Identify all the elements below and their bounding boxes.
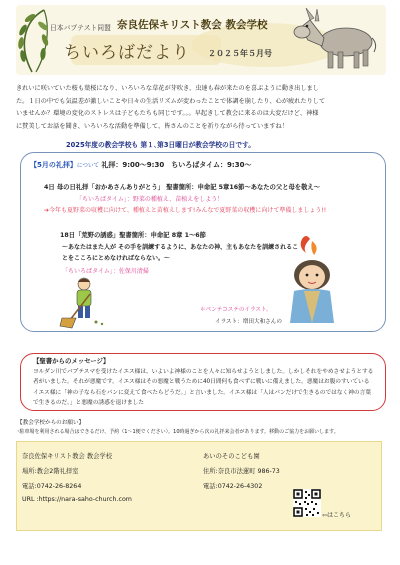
footer-kindergarten-phone: 電話:0742-26-4302 [203, 483, 263, 490]
schedule-note: 2025年度の教会学校も 第１､第3日曜日が教会学校の日です。 [66, 141, 255, 149]
intro-paragraph [16, 83, 388, 133]
donkey-icon [288, 8, 380, 74]
denomination-label: 日本バプテスト同盟 [50, 24, 111, 32]
footer-phone: 電話:0742-26-8264 [22, 483, 82, 490]
intro-line: きれいに咲いていた桜も葉桜になり、いろいろな草花が芽吹き、虫達も春が来たのを喜ぶように動き出しまし [16, 85, 319, 92]
qr-code-icon[interactable] [293, 489, 321, 517]
intro-line: に賛美してお話を聞き、いろいろな活動を準備して、皆さんのことを祈りながら待っていますね！ [16, 122, 288, 130]
qr-caption [322, 510, 351, 519]
mothers-day-service: 4日 母の日礼拝「おかあさんありがとう」 聖書箇所：申命記 5章16節～あなたの父と母を敬え～ [44, 184, 320, 191]
notice-heading: 【教会学校からのお願い】 [17, 420, 85, 426]
may-label-suffix: について [76, 163, 100, 169]
qr-arrow-icon: ⇦ [322, 512, 328, 519]
chiiroba-time-cleaning: 「ちいろばタイム」：佐保川清掃 [62, 268, 149, 275]
footer-church-name: 奈良佐保キリスト教会 教会学校 [22, 453, 113, 460]
bible-message-heading: 【聖書からのメッセージ】 [33, 357, 110, 365]
wilderness-service: 18日「荒野の誘惑」聖書箇所：申命記 8章 1～6節 [60, 232, 206, 239]
intro-line: いませんか？環境の変化のストレスは子どもたちも同じです。。。早起きして教会に来るのは大変だけど、神様 [16, 110, 319, 117]
wilderness-scripture: ～あなたはまた人が その手を訓練するように、あなたの神、主もあなたを訓練されることをこころにとめなければならない。～ [62, 244, 299, 262]
footer-url[interactable]: URL :https://nara-saho-church.com [22, 496, 132, 503]
church-name: 奈良佐保キリスト教会 教会学校 [117, 19, 268, 31]
pentecost-caption: ＊ペンテコステのイラスト。 [200, 307, 272, 313]
pentecost-illustration [274, 235, 352, 325]
qr-caption-text: はこちら [327, 512, 352, 519]
illustrator-credit: イラスト：増田大和さんの [215, 319, 282, 325]
chiiroba-time-planting: 「ちいろばタイム」：野菜の種植え、苗植えをしよう！ [76, 196, 224, 203]
newsletter-title: ちいろばだより [64, 43, 190, 63]
issue-date: ２０２５年５月号 [208, 49, 272, 58]
may-label: 【5月の礼拝】 [30, 161, 77, 169]
may-worship-header [30, 160, 251, 170]
notice-text: ･駐車場を利用される場合はできるだけ、予約（1～1便でください）。10時過ぎから次の礼拝来会者があります。移動のご協力をお願いします。 [17, 429, 339, 435]
intro-line: た。１日の中でも気温差が激しいことや日々の生活リズムが変わったことで体調を崩したり、心が疲れたりして [16, 97, 326, 105]
leaf-wreath-icon [14, 6, 56, 76]
worship-times: 礼拝：9:00～9:30 ちいろばタイム：9:30～ [101, 161, 252, 169]
footer-kindergarten-name: あいのそのこども園 [203, 453, 260, 460]
planting-note: ➔今年も夏野菜の収穫に向けて、種植えと苗植えします!みんなで夏野菜の収穫に向けて準備しましょう!! [44, 207, 327, 214]
footer-kindergarten-address: 住所:奈良市法蓮町 986-73 [203, 468, 280, 475]
bible-message-body: ヨルダン川でバプテスマを受けたイエス様は、いよいよ神様のことを人々に知らせようとしました。しかしそれをやめさせようとする者がいました。それが悪魔です。イエス様はその悪魔と戦うために40日間何も食べずに戦いに備えました。悪魔はお腹のすいているイエス様に「神の子なら石をパンに変えて食べたらどうだ。」と言いました。イエス様は「人はパンだけで生きるのではなく神の言葉で生きるのだ。」と悪魔の誘惑を退けました [33, 369, 374, 407]
footer-place: 場所:教会2階礼拝室 [22, 468, 79, 475]
child-sweeping-illustration [56, 276, 112, 330]
